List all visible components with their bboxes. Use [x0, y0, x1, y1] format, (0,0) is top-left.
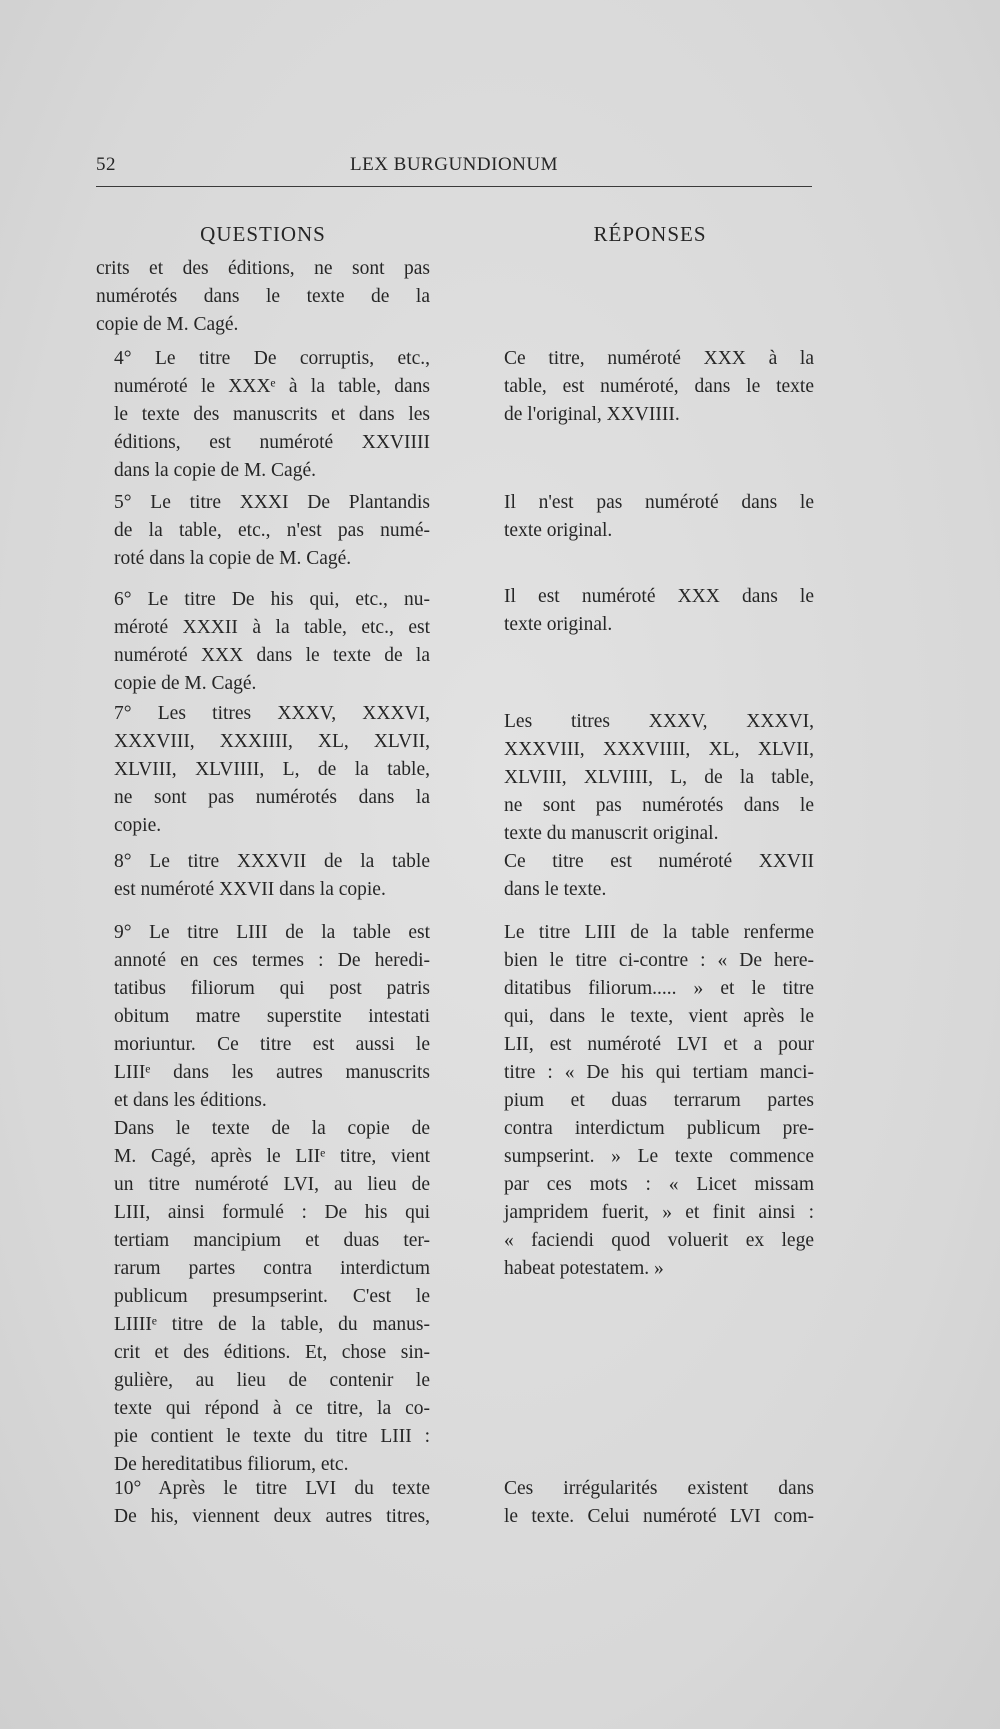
questions-column-title: QUESTIONS: [200, 222, 326, 246]
answer-8: Ce titre est numéroté XXVII dans le texte.: [504, 851, 814, 900]
answer-5: Il n'est pas numéroté dans le texte original.: [504, 492, 814, 541]
question-10: 10° Après le titre LVI du texte De his, viennent deux autres titres,: [114, 1478, 430, 1527]
page-number: 52: [96, 154, 116, 175]
question-6: 6° Le titre De his qui, etc., nu- méroté XXXII à la table, etc., est numéroté XXX dans le texte de la copie de M. Cagé.: [114, 589, 430, 694]
answers-column-title: RÉPONSES: [593, 222, 707, 246]
header-rule: [96, 186, 812, 187]
question-9: 9° Le titre LIII de la table est annoté en ces termes : De heredi- tatibus filiorum qui post patris obitum matre superstite intestati moriuntur. Ce titre est aussi le LIIIᵉ dans les autres manuscrits et dans les éditions.: [114, 922, 430, 1111]
answer-4: Ce titre, numéroté XXX à la table, est numéroté, dans le texte de l'original, XXVIIII.: [504, 348, 814, 425]
answer-7: Les titres XXXV, XXXVI, XXXVIII, XXXVIIII, XL, XLVII, XLVIII, XLVIIII, L, de la table, ne sont pas numérotés dans le texte du manuscrit original.: [504, 711, 814, 844]
question-4: 4° Le titre De corruptis, etc., numéroté le XXXᵉ à la table, dans le texte des manuscrits et dans les éditions, est numéroté XXVIIII dans la copie de M. Cagé.: [114, 348, 430, 481]
answer-6: Il est numéroté XXX dans le texte original.: [504, 586, 814, 635]
page-header: [96, 154, 812, 184]
running-title: LEX BURGUNDIONUM: [349, 154, 559, 175]
question-continued: crits et des éditions, ne sont pas numérotés dans le texte de la copie de M. Cagé.: [96, 258, 430, 335]
question-7: 7° Les titres XXXV, XXXVI, XXXVIII, XXXIIII, XL, XLVII, XLVIII, XLVIIII, L, de la table, ne sont pas numérotés dans la copie.: [114, 703, 430, 836]
question-8: 8° Le titre XXXVII de la table est numéroté XXVII dans la copie.: [114, 851, 430, 900]
question-9-continued: Dans le texte de la copie de M. Cagé, après le LIIᵉ titre, vient un titre numéroté LVI, au lieu de LIII, ainsi formulé : De his qui tertiam mancipium et duas ter- rarum partes contra interdictum publicum presumpserint. C'est le LIIIIᵉ titre de la table, du manus- crit et des éditions. Et, chose sin- gulière, au lieu de contenir le texte qui répond à ce titre, la co- pie contient le texte du titre LIII : De hereditatibus filiorum, etc.: [114, 1118, 430, 1475]
answer-9: Le titre LIII de la table renferme bien le titre ci-contre : « De here- ditatibus filiorum..... » et le titre qui, dans le texte, vient après le LII, est numéroté LVI et a pour titre : « De his qui tertiam manci- pium et duas terrarum partes contra interdictum publicum pre- sumpserint. » Le texte commence par ces mots : « Licet missam jampridem fuerit, » et finit ainsi : « faciendi quod voluerit ex lege habeat potestatem. »: [504, 922, 814, 1279]
answer-10: Ces irrégularités existent dans le texte. Celui numéroté LVI com-: [504, 1478, 814, 1527]
question-5: 5° Le titre XXXI De Plantandis de la table, etc., n'est pas numé- roté dans la copie de M. Cagé.: [114, 492, 430, 569]
